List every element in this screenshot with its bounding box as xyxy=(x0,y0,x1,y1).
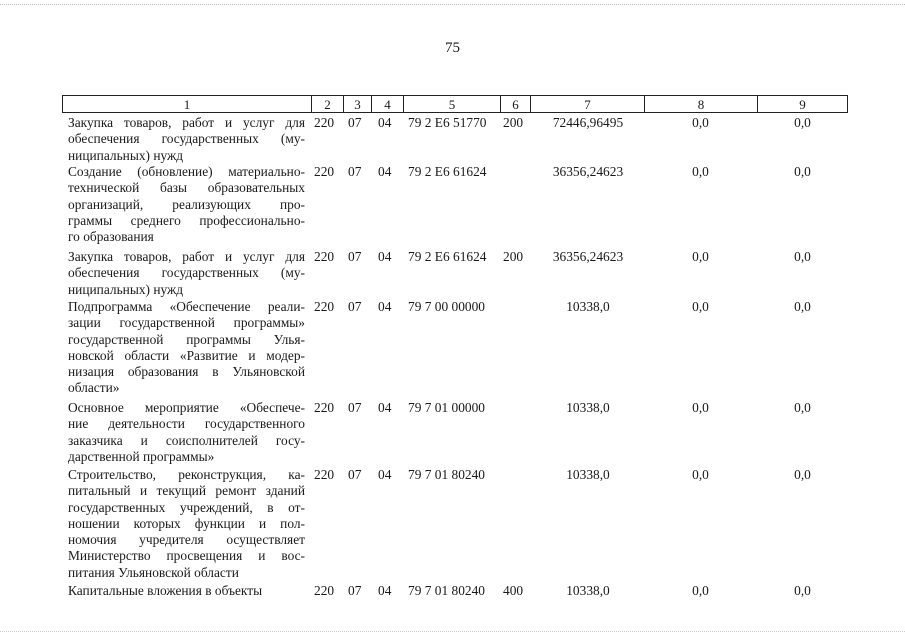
description-line: ниципальных) нужд xyxy=(68,147,184,163)
cell-c4: 04 xyxy=(378,115,392,130)
cell-c4: 04 xyxy=(378,400,392,415)
cell-c5: 79 7 01 80240 xyxy=(408,583,485,598)
header-col-6: 6 xyxy=(500,96,530,112)
header-col-2: 2 xyxy=(311,96,343,112)
description-line: Подпрограмма «Обеспечение реали- xyxy=(68,299,305,314)
header-col-1: 1 xyxy=(183,97,191,112)
cell-c8: 0,0 xyxy=(692,400,709,415)
header-col-3: 3 xyxy=(343,96,371,112)
cell-c6: 400 xyxy=(503,583,524,598)
description-line: граммы среднего профессионально- xyxy=(68,212,305,228)
cell-c3: 07 xyxy=(348,583,362,598)
description-line: номочия учредителя осуществляет xyxy=(68,532,305,548)
description-line: новской области «Развитие и модер- xyxy=(68,347,305,363)
description-line: обеспечения государственных (му- xyxy=(68,265,305,281)
header-col-8: 8 xyxy=(644,96,757,112)
description-line: обеспечения государственных (му- xyxy=(68,131,305,147)
description-line: заказчика и соисполнителей госу- xyxy=(68,432,305,448)
description-line: низация образования в Ульяновской xyxy=(68,364,305,380)
cell-c9: 0,0 xyxy=(794,249,811,264)
description-line: ношении которых функции и пол- xyxy=(68,515,305,531)
cell-c3: 07 xyxy=(348,115,362,130)
cell-c7: 10338,0 xyxy=(566,583,610,598)
row-description xyxy=(68,115,305,164)
description-line: питания Ульяновской области xyxy=(68,564,239,580)
scan-artifact-top xyxy=(0,4,905,7)
cell-c8: 0,0 xyxy=(692,467,709,482)
cell-c8: 0,0 xyxy=(692,299,709,314)
description-line: Основное мероприятие «Обеспече- xyxy=(68,400,305,415)
cell-c7: 72446,96495 xyxy=(552,115,624,130)
cell-c5: 79 7 00 00000 xyxy=(408,299,485,314)
description-line: области» xyxy=(68,380,120,396)
description-line: го образования xyxy=(68,229,154,245)
cell-c5: 79 2 Е6 51770 xyxy=(408,115,487,130)
cell-c7: 10338,0 xyxy=(566,299,610,314)
row-description xyxy=(68,249,305,298)
cell-c3: 07 xyxy=(348,164,362,179)
cell-c8: 0,0 xyxy=(692,249,709,264)
cell-c7: 36356,24623 xyxy=(552,164,624,179)
description-line: питальный и текущий ремонт зданий xyxy=(68,483,305,499)
header-col-9: 9 xyxy=(757,96,847,112)
cell-c2: 220 xyxy=(314,400,335,415)
cell-c8: 0,0 xyxy=(692,583,709,598)
cell-c2: 220 xyxy=(314,115,335,130)
cell-c9: 0,0 xyxy=(794,115,811,130)
description-line: ние деятельности государственного xyxy=(68,416,305,432)
cell-c5: 79 7 01 80240 xyxy=(408,467,485,482)
cell-c7: 36356,24623 xyxy=(552,249,624,264)
page-number: 75 xyxy=(445,40,460,56)
description-line: организаций, реализующих про- xyxy=(68,196,305,212)
cell-c2: 220 xyxy=(314,164,335,179)
cell-c7: 10338,0 xyxy=(566,400,610,415)
description-line: Закупка товаров, работ и услуг для xyxy=(68,249,305,264)
cell-c3: 07 xyxy=(348,400,362,415)
header-col-7: 7 xyxy=(530,96,644,112)
cell-c3: 07 xyxy=(348,249,362,264)
cell-c5: 79 7 01 00000 xyxy=(408,400,485,415)
description-line: государственных учреждений, в от- xyxy=(68,499,305,515)
header-col-4: 4 xyxy=(371,96,403,112)
description-line: Закупка товаров, работ и услуг для xyxy=(68,115,305,130)
row-description xyxy=(68,400,305,465)
description-line: государственной программы Улья- xyxy=(68,331,305,347)
cell-c2: 220 xyxy=(314,467,335,482)
row-description xyxy=(68,164,305,245)
cell-c9: 0,0 xyxy=(794,299,811,314)
cell-c4: 04 xyxy=(378,299,392,314)
description-line: Строительство, реконструкция, ка- xyxy=(68,467,305,482)
cell-c5: 79 2 Е6 61624 xyxy=(408,164,487,179)
cell-c4: 04 xyxy=(378,164,392,179)
cell-c4: 04 xyxy=(378,467,392,482)
cell-c9: 0,0 xyxy=(794,164,811,179)
cell-c5: 79 2 Е6 61624 xyxy=(408,249,487,264)
cell-c6: 200 xyxy=(503,115,524,130)
cell-c4: 04 xyxy=(378,249,392,264)
cell-c9: 0,0 xyxy=(794,400,811,415)
cell-c6: 200 xyxy=(503,249,524,264)
header-col-5: 5 xyxy=(403,96,500,112)
cell-c2: 220 xyxy=(314,583,335,598)
cell-c9: 0,0 xyxy=(794,583,811,598)
description-line: Создание (обновление) материально- xyxy=(68,164,305,179)
cell-c8: 0,0 xyxy=(692,164,709,179)
scan-artifact-bottom xyxy=(0,631,905,634)
row-description xyxy=(68,583,305,599)
description-line: Министерство просвещения и вос- xyxy=(68,548,305,564)
description-line: зации государственной программы» xyxy=(68,315,305,331)
description-line: Капитальные вложения в объекты xyxy=(68,583,263,598)
cell-c7: 10338,0 xyxy=(566,467,610,482)
cell-c3: 07 xyxy=(348,299,362,314)
cell-c8: 0,0 xyxy=(692,115,709,130)
description-line: технической базы образовательных xyxy=(68,180,305,196)
description-line: ниципальных) нужд xyxy=(68,281,184,297)
cell-c2: 220 xyxy=(314,249,335,264)
cell-c3: 07 xyxy=(348,467,362,482)
cell-c2: 220 xyxy=(314,299,335,314)
cell-c9: 0,0 xyxy=(794,467,811,482)
cell-c4: 04 xyxy=(378,583,392,598)
row-description xyxy=(68,299,305,397)
row-description xyxy=(68,467,305,581)
description-line: дарственной программы» xyxy=(68,448,215,464)
table-header xyxy=(62,95,848,113)
